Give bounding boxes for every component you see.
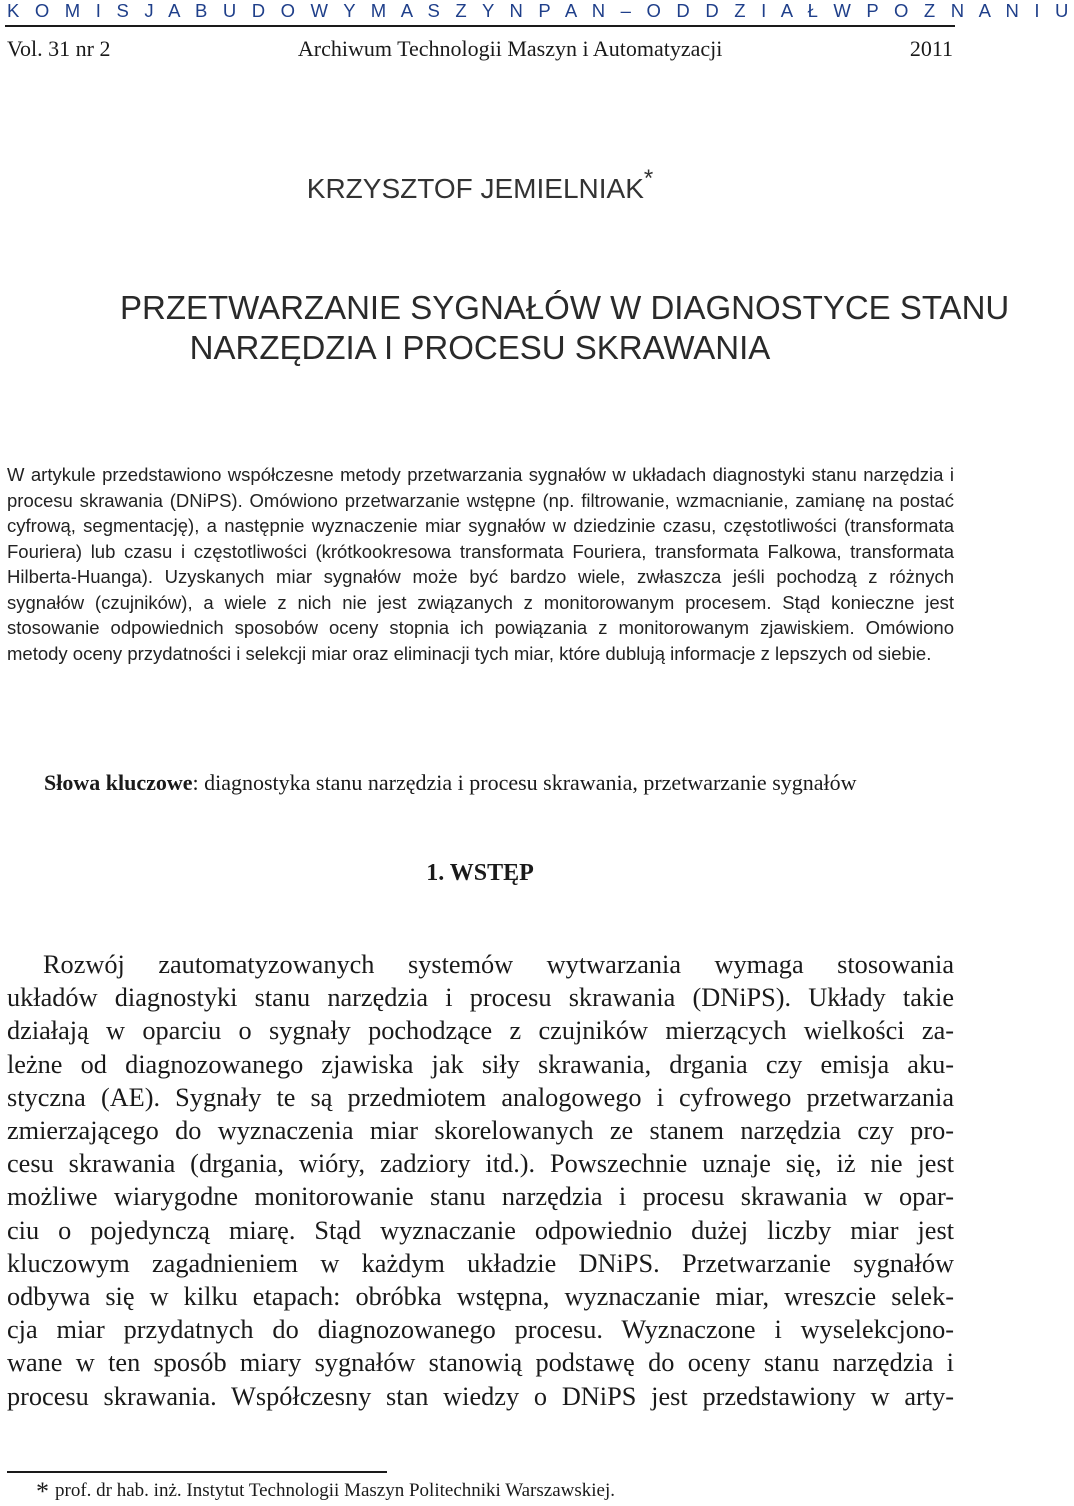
journal-title: Archiwum Technologii Maszyn i Automatyzacji [297, 36, 723, 61]
volume-number: Vol. 31 nr 2 [7, 36, 111, 61]
footnote-text: prof. dr hab. inż. Instytut Technologii Maszyn Politechniki Warszawskiej. [55, 1480, 615, 1501]
paper-title-line-1: PRZETWARZANIE SYGNAŁÓW W DIAGNOSTYCE STANU [120, 289, 1010, 326]
header-divider [5, 25, 955, 27]
journal-meta-line [7, 36, 953, 62]
footnote-divider [7, 1471, 387, 1473]
author-footnote-mark: * [643, 165, 654, 192]
body-line: odbywa się w kilku etapach: obróbka wstępna, wyznaczanie miar, wreszcie selek- [7, 1282, 954, 1312]
footnote-mark: * [36, 1477, 49, 1506]
section-heading: 1. WSTĘP [426, 860, 534, 886]
body-line: cja miar przydatnych do diagnozowanego procesu. Wyznaczone i wyselekcjono- [7, 1315, 954, 1345]
body-line: możliwe wiarygodne monitorowanie stanu narzędzia i procesu skrawania w opar- [7, 1182, 954, 1212]
body-line: ciu o pojedynczą miarę. Stąd wyznaczanie odpowiednio dużej liczby miar jest [7, 1215, 954, 1245]
publication-year: 2011 [909, 36, 953, 61]
keywords-line [44, 770, 954, 796]
body-line: wane w ten sposób miary sygnałów stanowią podstawę do oceny stanu narzędzia i [7, 1348, 954, 1378]
footnote [36, 1476, 936, 1506]
paper-title [120, 288, 1010, 368]
body-line: styczna (AE). Sygnały te są przedmiotem analogowego i cyfrowego przetwarzania [7, 1082, 954, 1112]
keywords-text: : diagnostyka stanu narzędzia i procesu skrawania, przetwarzanie sygnałów [192, 770, 857, 795]
keywords-label: Słowa kluczowe [44, 770, 193, 795]
body-line: Rozwój zautomatyzowanych systemów wytwarzania wymaga stosowania [43, 950, 954, 979]
body-paragraph [7, 948, 954, 1413]
author-name-block [0, 162, 960, 206]
body-line: procesu skrawania. Współczesny stan wiedzy o DNiPS jest przedstawiony w arty- [7, 1381, 954, 1411]
body-line: zmierzającego do wyznaczenia miar skorelowanych ze stanem narzędzia czy pro- [7, 1116, 954, 1146]
body-line: układów diagnostyki stanu narzędzia i procesu skrawania (DNiPS). Układy takie [7, 983, 954, 1013]
body-line: działają w oparciu o sygnały pochodzące z czujników mierzących wielkości za- [7, 1016, 954, 1046]
abstract [7, 462, 954, 666]
body-line: leżne od diagnozowanego zjawiska jak siły skrawania, drgania czy emisja aku- [7, 1049, 954, 1079]
abstract-text: W artykule przedstawiono współczesne metody przetwarzania sygnałów w układach diagnostyki stanu narzędzia i procesu skrawania (DNiPS). Omówiono przetwarzanie wstępne (np. filtrowanie, wzmacnianie, zamianę na postać cyfrową, segmentację), a następnie wyznaczenie miar sygnałów w dziedzinie czasu, częstotliwości (transformata Fouriera) lub czasu i częstotliwości (krótkookresowa transformata Fouriera, transformata Falkowa, transformata Hilberta-Huanga). Uzyskanych miar sygnałów może być bardzo wiele, zwłaszcza jeśli pochodzą z różnych sygnałów (czujników), a wiele z nich nie jest związanych z monitorowanym procesem. Stąd konieczne jest stosowanie odpowiednich sposobów oceny stopnia ich powiązania z monitorowanym zjawiskiem. Omówiono metody oceny przydatności i selekcji miar oraz eliminacji tych miar, które dublują informacje z lepszych od siebie. [7, 464, 954, 664]
body-line: cesu skrawania (drgania, wióry, zadziory itd.). Powszechnie uznaje się, iż nie jest [7, 1149, 954, 1179]
journal-organization-header: K O M I S J A B U D O W Y M A S Z Y N P A N – O D D Z I A Ł W P O Z N A N I U [7, 0, 1074, 21]
author-name: KRZYSZTOF JEMIELNIAK [306, 173, 644, 204]
body-line: kluczowym zagadnieniem w każdym układzie DNiPS. Przetwarzanie sygnałów [7, 1248, 954, 1278]
paper-title-line-2: NARZĘDZIA I PROCESU SKRAWANIA [189, 329, 771, 366]
